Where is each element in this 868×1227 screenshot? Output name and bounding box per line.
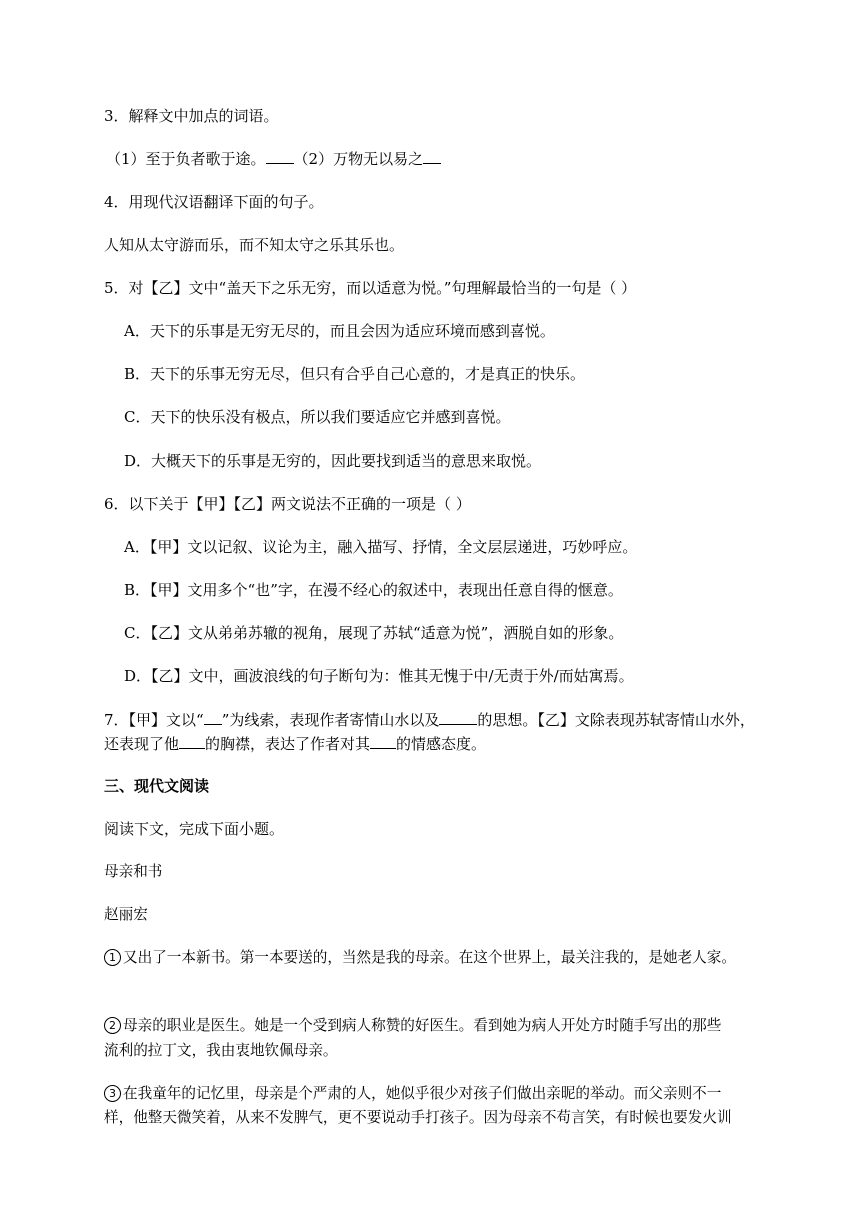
answer-blank[interactable] [266, 149, 294, 164]
q7-line2 [104, 734, 486, 754]
q7-text: 7．【甲】文以“ [104, 711, 204, 729]
section-heading: 三、现代文阅读 [104, 777, 210, 795]
q4-sentence: 人知从太守游而乐，而不知太守之乐其乐也。 [104, 236, 405, 254]
paragraph-1 [104, 948, 736, 968]
q4-stem: 4．用现代汉语翻译下面的句子。 [104, 193, 324, 211]
answer-blank[interactable] [179, 734, 205, 749]
q7-line1 [104, 710, 755, 730]
q6-stem: 6．以下关于【甲】【乙】两文说法不正确的一项是（ ） [104, 495, 471, 513]
article-author: 赵丽宏 [104, 906, 148, 923]
q3-stem: 3．解释文中加点的词语。 [104, 107, 279, 125]
q3-part2: （2）万物无以易之 [293, 150, 424, 168]
paragraph-3 [104, 1084, 721, 1104]
q7-text: ”为线索，表现作者寄情山水以及 [221, 711, 440, 729]
section-instruction: 阅读下文，完成下面小题。 [104, 820, 285, 838]
q7-text: 的思想。【乙】文除表现苏轼寄情山水外， [477, 711, 755, 729]
q7-text: 还表现了他 [104, 735, 180, 753]
q6-option-c[interactable]: C．【乙】文从弟弟苏辙的视角，展现了苏轼“适意为悦”，洒脱自如的形象。 [124, 624, 624, 642]
paragraph-number: 3 [104, 1085, 121, 1102]
answer-blank[interactable] [204, 710, 222, 725]
paragraph-3-cont: 样，他整天微笑着，从来不发脾气，更不要说动手打孩子。因为母亲不苟言笑，有时候也要发火训 [104, 1109, 732, 1126]
answer-blank[interactable] [423, 149, 441, 164]
q3-parts [106, 149, 441, 169]
q6-option-b[interactable]: B．【甲】文用多个“也”字，在漫不经心的叙述中，表现出任意自得的惬意。 [124, 581, 623, 599]
paragraph-text: 在我童年的记忆里，母亲是个严肃的人，她似乎很少对孩子们做出亲昵的举动。而父亲则不一 [123, 1085, 722, 1102]
paragraph-2-cont: 流利的拉丁文，我由衷地钦佩母亲。 [104, 1042, 338, 1059]
q5-stem: 5．对【乙】文中“盖天下之乐无穷，而以适意为悦。”句理解最恰当的一句是（ ） [104, 279, 637, 297]
q6-option-a[interactable]: A．【甲】文以记叙、议论为主，融入描写、抒情，全文层层递进，巧妙呼应。 [124, 538, 638, 556]
q5-option-c[interactable]: C．天下的快乐没有极点，所以我们要适应它并感到喜悦。 [124, 408, 511, 426]
paragraph-2 [104, 1016, 721, 1036]
q7-text: 的情感态度。 [396, 735, 487, 753]
paragraph-number: 2 [104, 1017, 121, 1034]
paragraph-text: 母亲的职业是医生。她是一个受到病人称赞的好医生。看到她为病人开处方时随手写出的那些 [123, 1017, 722, 1034]
paragraph-text: 又出了一本新书。第一本要送的，当然是我的母亲。在这个世界上，最关注我的，是她老人家。 [123, 949, 736, 966]
q5-option-b[interactable]: B．天下的乐事无穷无尽，但只有合乎自己心意的，才是真正的快乐。 [124, 365, 586, 383]
q5-option-a[interactable]: A．天下的乐事是无穷无尽的，而且会因为适应环境而感到喜悦。 [124, 322, 555, 340]
answer-blank[interactable] [439, 710, 477, 725]
q5-option-d[interactable]: D．大概天下的乐事是无穷的，因此要找到适当的意思来取悦。 [124, 452, 542, 470]
q7-text: 的胸襟，表达了作者对其 [205, 735, 371, 753]
answer-blank[interactable] [370, 734, 396, 749]
q3-part1: （1）至于负者歌于途。 [106, 150, 266, 168]
q6-option-d[interactable]: D．【乙】文中，画波浪线的句子断句为：惟其无愧于中/无责于外/而姑寓焉。 [124, 667, 634, 685]
article-title: 母亲和书 [104, 863, 163, 880]
paragraph-number: 1 [104, 949, 121, 966]
